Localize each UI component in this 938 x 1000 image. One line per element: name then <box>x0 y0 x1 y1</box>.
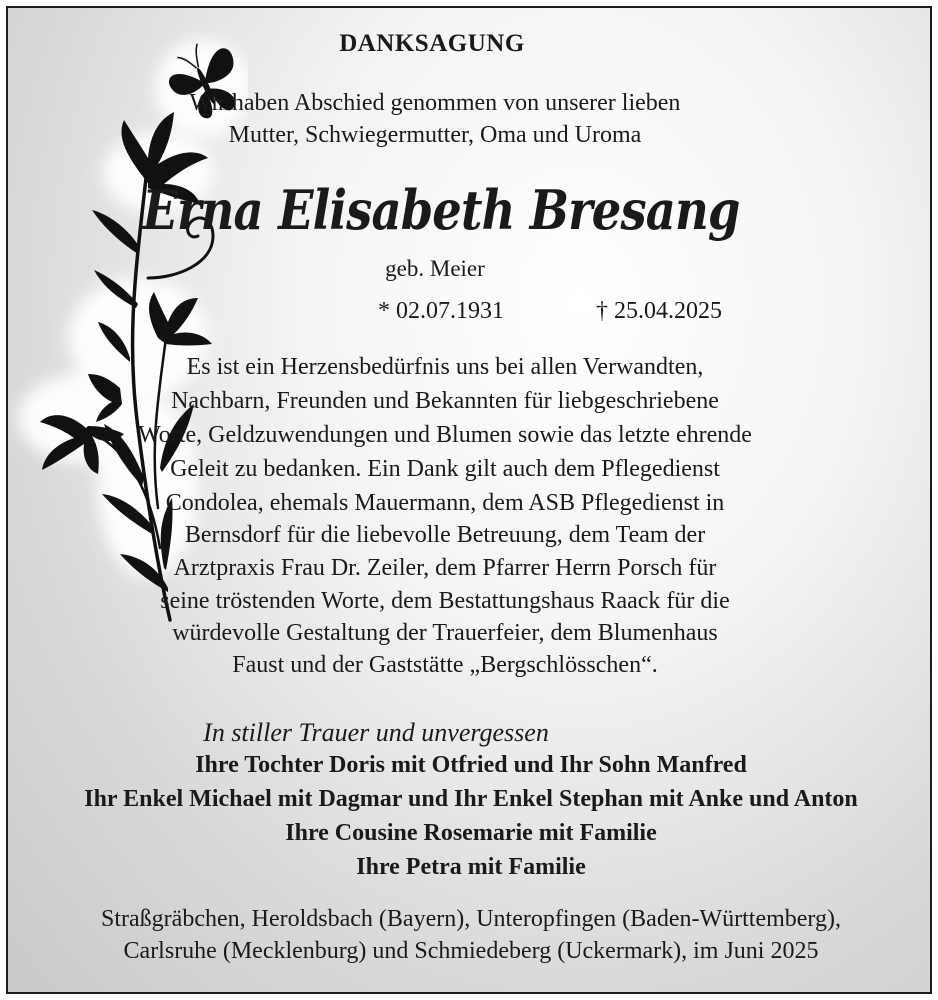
family-line: Ihre Petra mit Familie <box>356 854 586 880</box>
family-line: Ihre Tochter Doris mit Otfried und Ihr Sohn Manfred <box>195 752 747 778</box>
thanks-line: Nachbarn, Freunden und Bekannten für liebgeschriebene <box>171 388 719 414</box>
thanks-line: seine tröstenden Worte, dem Bestattungshaus Raack für die <box>160 588 730 614</box>
deceased-name: Erna Elisabeth Bresang <box>142 178 740 242</box>
thanks-line: Faust und der Gaststätte „Bergschlösschen“. <box>232 652 658 678</box>
heading: DANKSAGUNG <box>339 30 525 57</box>
place-line: Carlsruhe (Mecklenburg) und Schmiedeberg (Uckermark), im Juni 2025 <box>123 938 819 964</box>
family-line: Ihr Enkel Michael mit Dagmar und Ihr Enkel Stephan mit Anke und Anton <box>84 786 858 812</box>
birth-date: * 02.07.1931 <box>378 298 504 324</box>
thanks-line: Arztpraxis Frau Dr. Zeiler, dem Pfarrer Herrn Porsch für <box>173 555 717 581</box>
birth-name: geb. Meier <box>385 256 485 281</box>
place-line: Straßgräbchen, Heroldsbach (Bayern), Unteropfingen (Baden-Württemberg), <box>101 906 841 932</box>
family-line: Ihre Cousine Rosemarie mit Familie <box>285 820 657 846</box>
thanks-line: Geleit zu bedanken. Ein Dank gilt auch dem Pflegedienst <box>170 456 720 482</box>
intro-line: Wir haben Abschied genommen von unserer lieben <box>189 90 681 116</box>
thanks-line: Worte, Geldzuwendungen und Blumen sowie das letzte ehrende <box>138 422 752 448</box>
thanks-line: Es ist ein Herzensbedürfnis uns bei allen Verwandten, <box>186 354 704 380</box>
death-date: † 25.04.2025 <box>596 298 722 324</box>
intro-line: Mutter, Schwiegermutter, Oma und Uroma <box>228 122 642 148</box>
obituary-notice <box>6 6 932 994</box>
thanks-line: Condolea, ehemals Mauermann, dem ASB Pflegedienst in <box>165 490 725 516</box>
thanks-line: Bernsdorf für die liebevolle Betreuung, dem Team der <box>184 522 706 548</box>
thanks-line: würdevolle Gestaltung der Trauerfeier, dem Blumenhaus <box>172 620 718 646</box>
mourning-phrase: In stiller Trauer und unvergessen <box>203 718 549 747</box>
